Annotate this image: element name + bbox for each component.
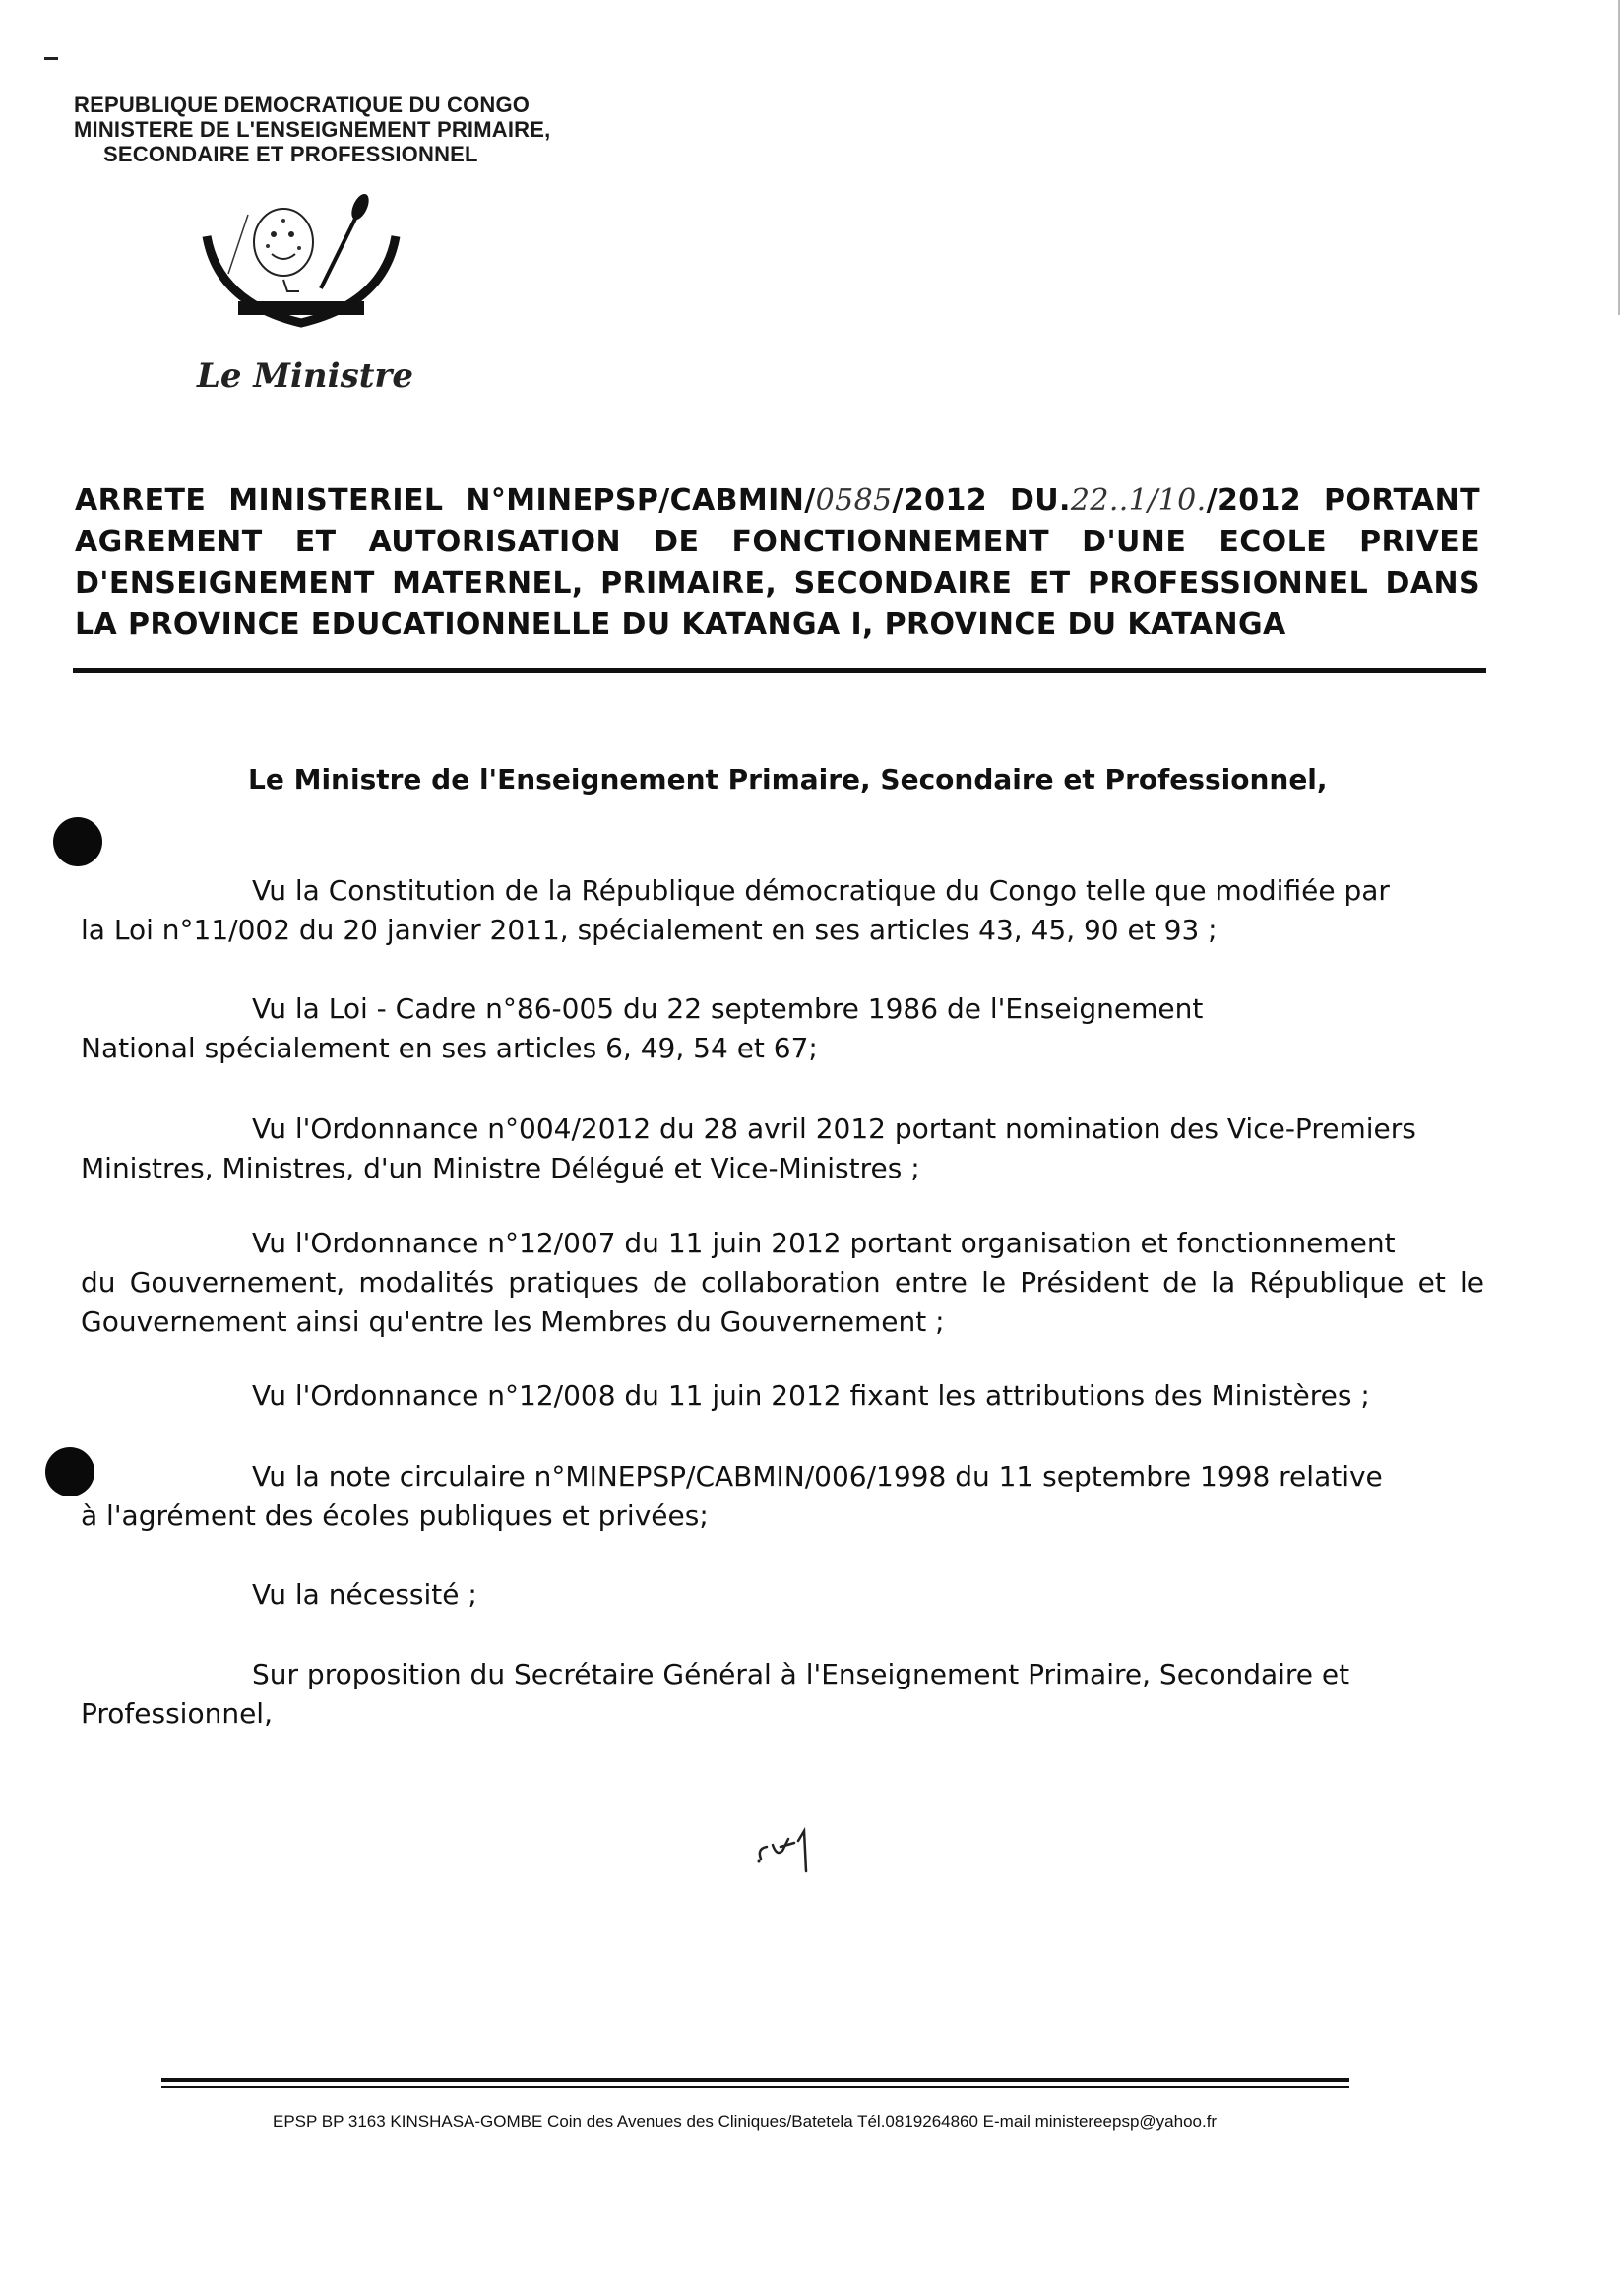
- paragraph-first-line: Vu l'Ordonnance n°004/2012 du 28 avril 2012 portant nomination des Vice-Premiers: [252, 1113, 1416, 1145]
- paragraph-continuation: Professionnel,: [81, 1697, 273, 1730]
- letterhead-line-3: SECONDAIRE ET PROFESSIONNEL: [103, 142, 478, 166]
- preamble-paragraph: [81, 1457, 1484, 1536]
- scan-mark: [44, 57, 58, 60]
- handwritten-decree-number: 0585: [815, 483, 893, 518]
- minister-heading: Le Ministre de l'Enseignement Primaire, Secondaire et Professionnel,: [248, 763, 1328, 796]
- preamble-body: [81, 871, 1484, 1757]
- title-divider: [73, 668, 1486, 673]
- footer-divider-thin: [161, 2086, 1349, 2088]
- paragraph-first-line: Vu la Constitution de la République démocratique du Congo telle que modifiée par: [252, 874, 1390, 907]
- paragraph-first-line: Vu l'Ordonnance n°12/008 du 11 juin 2012 fixant les attributions des Ministères ;: [252, 1379, 1370, 1412]
- punch-hole-top: [53, 817, 102, 866]
- preamble-paragraph: [81, 1376, 1484, 1416]
- paragraph-continuation: Ministres, Ministres, d'un Ministre Délégué et Vice-Ministres ;: [81, 1152, 920, 1184]
- handwritten-initials: [753, 1821, 832, 1880]
- paragraph-continuation: du Gouvernement, modalités pratiques de collaboration entre le Président de la République et le Gouvernement ainsi qu'entre les Membres du Gouvernement ;: [81, 1266, 1484, 1338]
- paragraph-first-line: Vu la note circulaire n°MINEPSP/CABMIN/006/1998 du 11 septembre 1998 relative: [252, 1460, 1383, 1493]
- paragraph-continuation: la Loi n°11/002 du 20 janvier 2011, spécialement en ses articles 43, 45, 90 et 93 ;: [81, 914, 1218, 946]
- letterhead-line-2: MINISTERE DE L'ENSEIGNEMENT PRIMAIRE,: [74, 117, 551, 142]
- paragraph-first-line: Sur proposition du Secrétaire Général à l'Enseignement Primaire, Secondaire et: [252, 1658, 1350, 1690]
- handwritten-decree-date: 22..1/10.: [1070, 483, 1207, 518]
- paragraph-continuation: à l'agrément des écoles publiques et privées;: [81, 1499, 709, 1532]
- scan-edge-line: [1618, 0, 1620, 315]
- letterhead: [74, 93, 550, 166]
- title-part-1: ARRETE MINISTERIEL N°MINEPSP/CABMIN/: [75, 483, 816, 518]
- coat-of-arms-emblem: [189, 185, 413, 345]
- paragraph-continuation: National spécialement en ses articles 6, 49, 54 et 67;: [81, 1032, 818, 1064]
- title-part-3: /2012 PORTANT AGREMENT ET AUTORISATION DE FONCTIONNEMENT D'UNE ECOLE PRIVEE D'ENSEIGNEMENT MATERNEL, PRIMAIRE, SECONDAIRE ET PROFESSIONNEL DANS LA PROVINCE EDUCATIONNELLE DU KATANGA I, PROVINCE DU KATANGA: [75, 483, 1481, 642]
- footer-divider: [161, 2078, 1349, 2082]
- paragraph-first-line: Vu la nécessité ;: [252, 1578, 477, 1611]
- preamble-paragraph: [81, 989, 1484, 1068]
- preamble-paragraph: [81, 1655, 1484, 1734]
- letterhead-line-1: REPUBLIQUE DEMOCRATIQUE DU CONGO: [74, 93, 531, 117]
- preamble-paragraph: [81, 871, 1484, 950]
- signature-label: Le Ministre: [197, 356, 413, 396]
- preamble-paragraph: [81, 1110, 1484, 1188]
- decree-title: [75, 480, 1480, 646]
- preamble-paragraph: [81, 1575, 1484, 1615]
- paragraph-first-line: Vu la Loi - Cadre n°86-005 du 22 septembre 1986 de l'Enseignement: [252, 992, 1204, 1025]
- title-part-2: /2012 DU.: [892, 483, 1071, 518]
- paragraph-first-line: Vu l'Ordonnance n°12/007 du 11 juin 2012 portant organisation et fonctionnement: [252, 1227, 1396, 1259]
- preamble-paragraph: [81, 1224, 1484, 1342]
- footer-address: EPSP BP 3163 KINSHASA-GOMBE Coin des Avenues des Cliniques/Batetela Tél.0819264860 E-mail ministereepsp@yahoo.fr: [273, 2112, 1218, 2131]
